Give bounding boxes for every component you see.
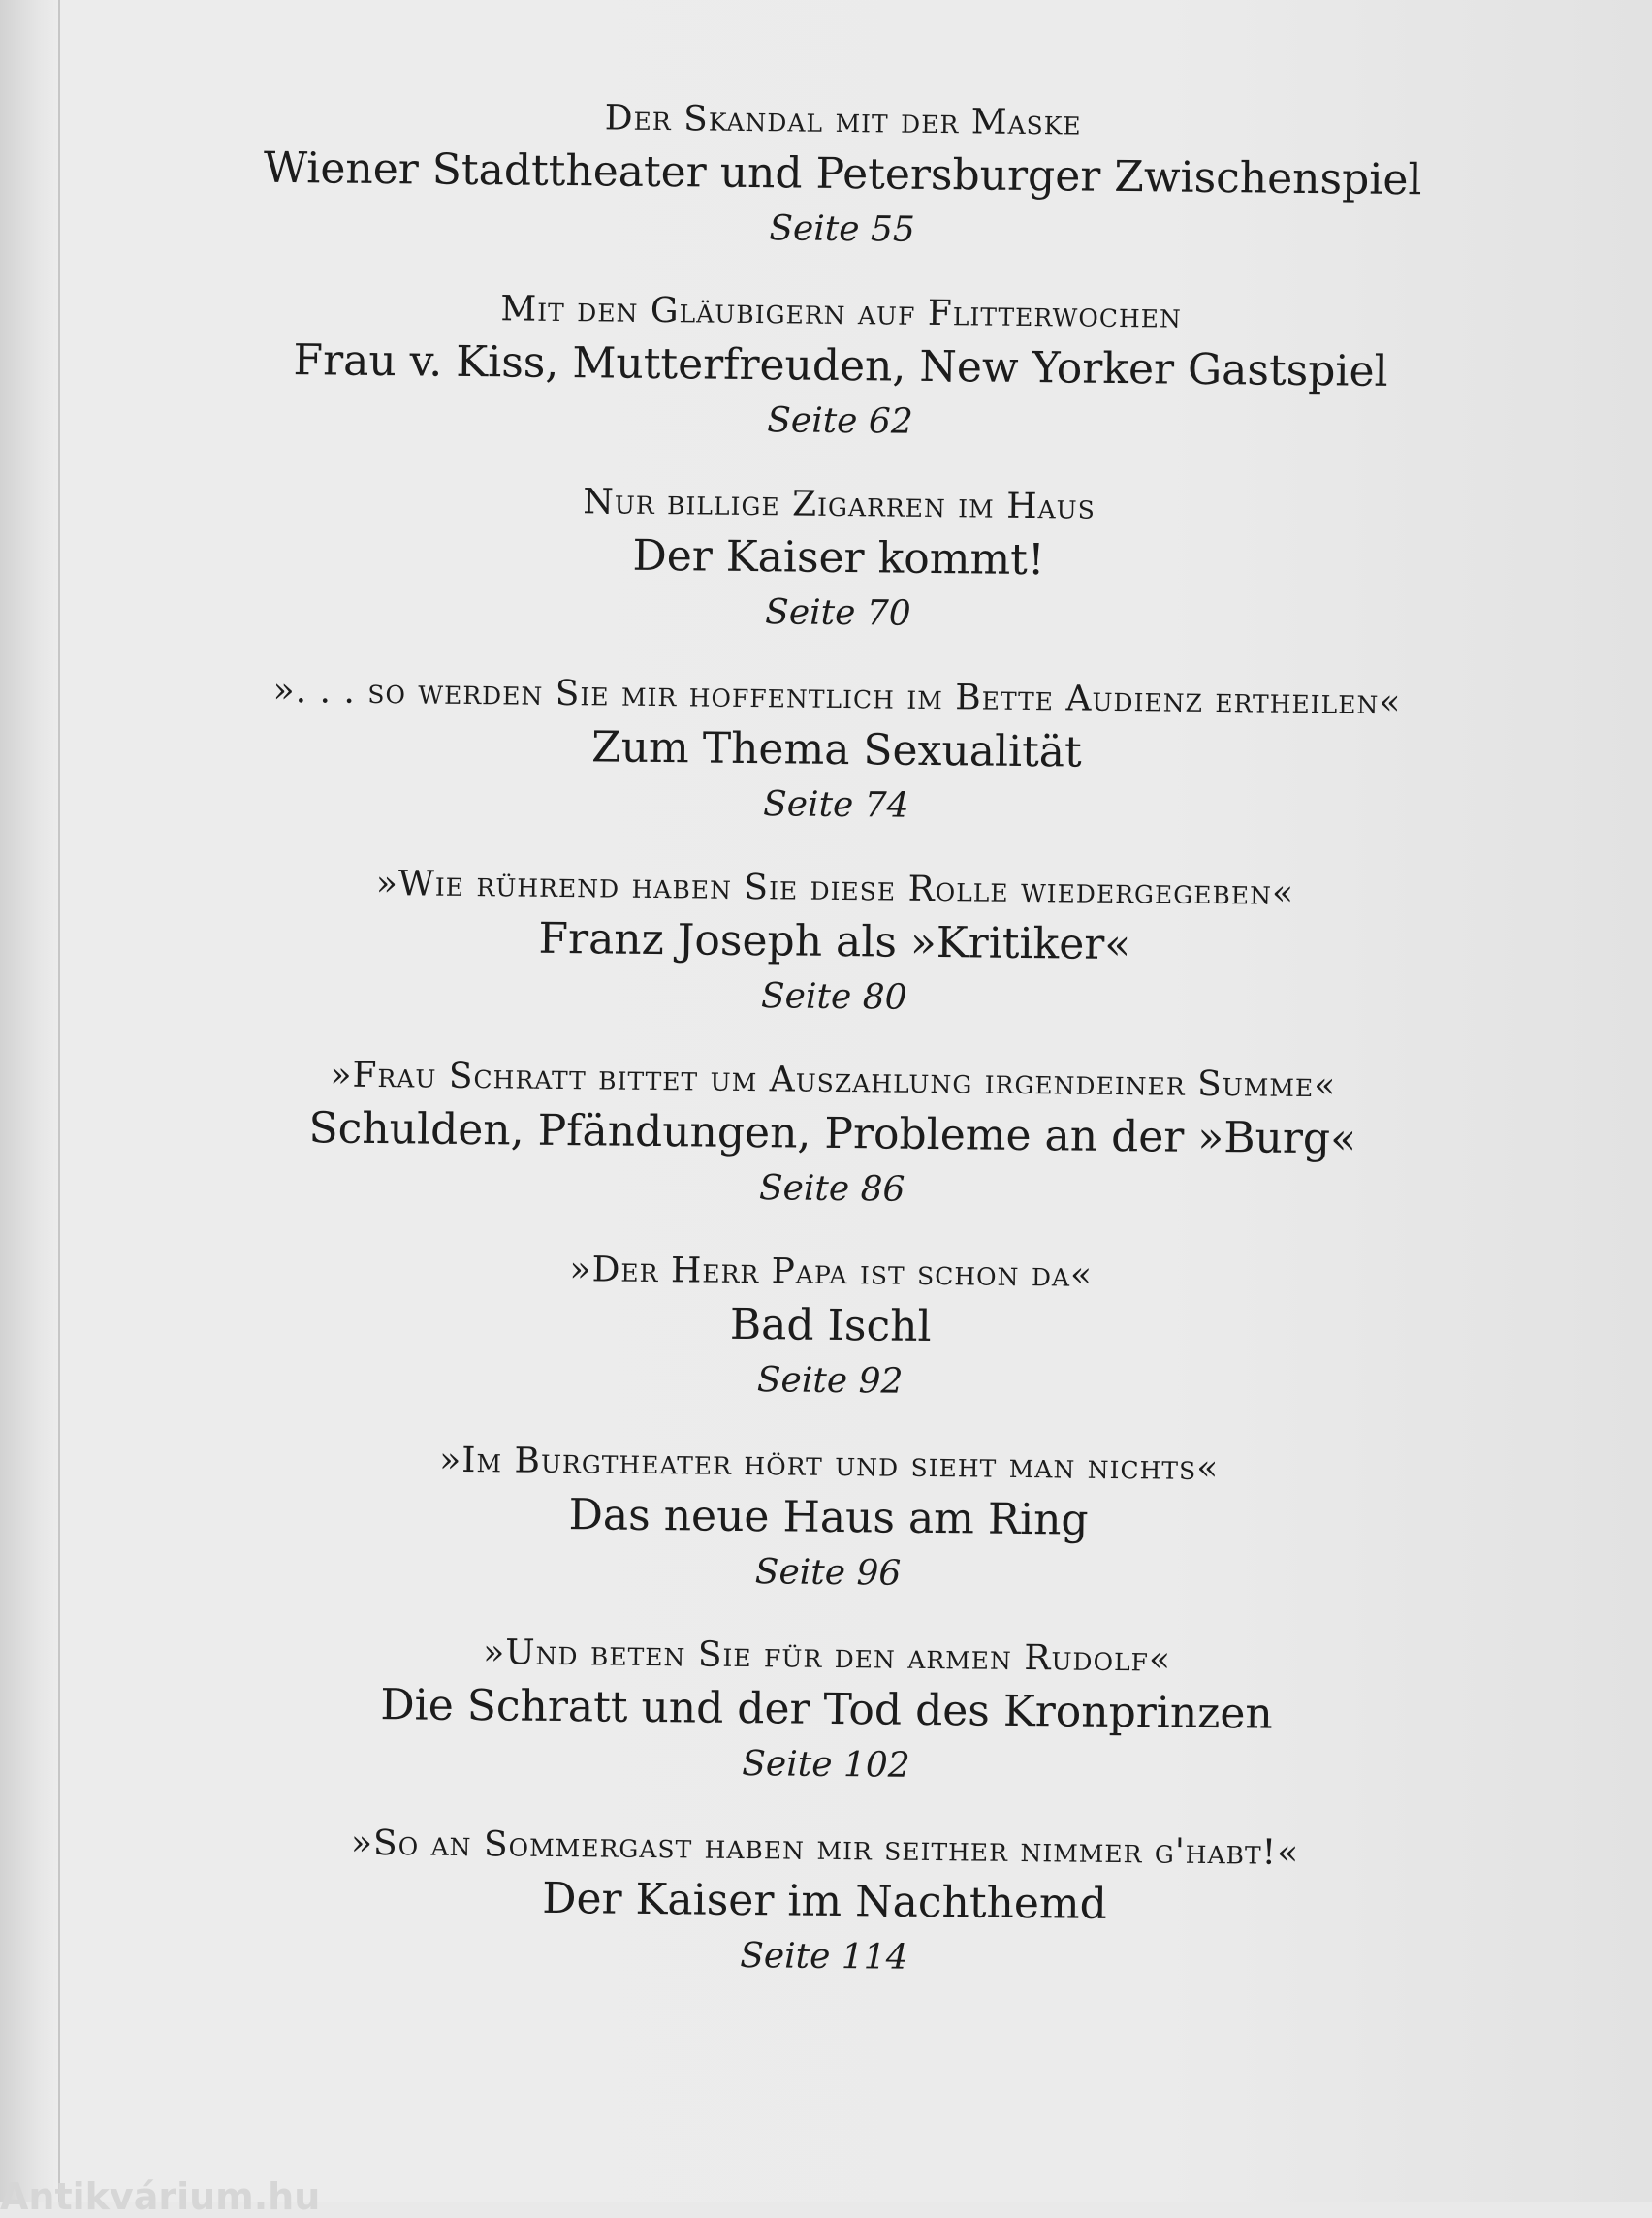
toc-entry (182, 1050, 1483, 1222)
chapter-subtitle: Wiener Stadttheater und Petersburger Zwischenspiel (263, 143, 1422, 206)
toc-entry (175, 1818, 1476, 1990)
chapter-page-ref: Seite 74 (762, 784, 909, 826)
toc-entry (180, 1242, 1481, 1414)
chapter-page-ref: Seite 80 (760, 976, 907, 1018)
chapter-page-ref: Seite 70 (764, 592, 911, 634)
chapter-subtitle: Das neue Haus am Ring (568, 1490, 1089, 1545)
chapter-subtitle: Bad Ischl (729, 1299, 932, 1352)
chapter-page-ref: Seite 114 (739, 1935, 908, 1978)
toc-entry (188, 474, 1489, 647)
chapter-heading: Nur billige Zigarren im Haus (583, 482, 1096, 527)
chapter-subtitle: Frau v. Kiss, Mutterfreuden, New Yorker Gastspiel (293, 335, 1388, 396)
chapter-heading: Der Skandal mit der Maske (604, 98, 1082, 143)
chapter-heading: »Frau Schratt bittet um Auszahlung irgendeiner Summe« (330, 1055, 1337, 1106)
chapter-page-ref: Seite 96 (754, 1552, 902, 1594)
chapter-heading: Mit den Gläubigern auf Flitterwochen (500, 289, 1183, 336)
chapter-page-ref: Seite 92 (756, 1360, 904, 1402)
toc-entry (190, 282, 1491, 455)
page-fold-line (58, 0, 60, 2202)
chapter-heading: »So an Sommergast haben mir seither nimmer g'habt!« (350, 1822, 1300, 1874)
chapter-heading: »Der Herr Papa ist schon da« (569, 1250, 1094, 1295)
chapter-subtitle: Schulden, Pfändungen, Probleme an der »Burg« (308, 1103, 1357, 1164)
chapter-page-ref: Seite 55 (769, 208, 916, 250)
chapter-subtitle: Der Kaiser kommt! (632, 530, 1045, 586)
chapter-page-ref: Seite 62 (767, 400, 913, 442)
chapter-heading: ». . . so werden Sie mir hoffentlich im Bette Audienz ertheilen« (272, 670, 1402, 723)
chapter-heading: »Und beten Sie für den armen Rudolf« (483, 1632, 1172, 1680)
toc-entry (176, 1626, 1477, 1798)
toc-entry (186, 666, 1487, 839)
chapter-heading: »Wie rührend haben Sie diese Rolle wiedergegeben« (375, 863, 1295, 913)
chapter-subtitle: Zum Thema Sexualität (590, 722, 1082, 777)
chapter-page-ref: Seite 86 (758, 1168, 905, 1210)
toc-entry (192, 90, 1493, 263)
chapter-subtitle: Die Schratt und der Tod des Kronprinzen (380, 1680, 1274, 1739)
chapter-heading: »Im Burgtheater hört und sieht man nichts« (438, 1440, 1220, 1489)
toc-entry (178, 1434, 1479, 1606)
chapter-subtitle: Franz Joseph als »Kritiker« (538, 913, 1131, 970)
chapter-page-ref: Seite 102 (742, 1743, 910, 1786)
watermark: Antikvárium.hu (0, 2175, 321, 2218)
toc-entry (184, 858, 1485, 1030)
table-of-contents (174, 90, 1493, 2023)
chapter-subtitle: Der Kaiser im Nachthemd (541, 1873, 1108, 1929)
